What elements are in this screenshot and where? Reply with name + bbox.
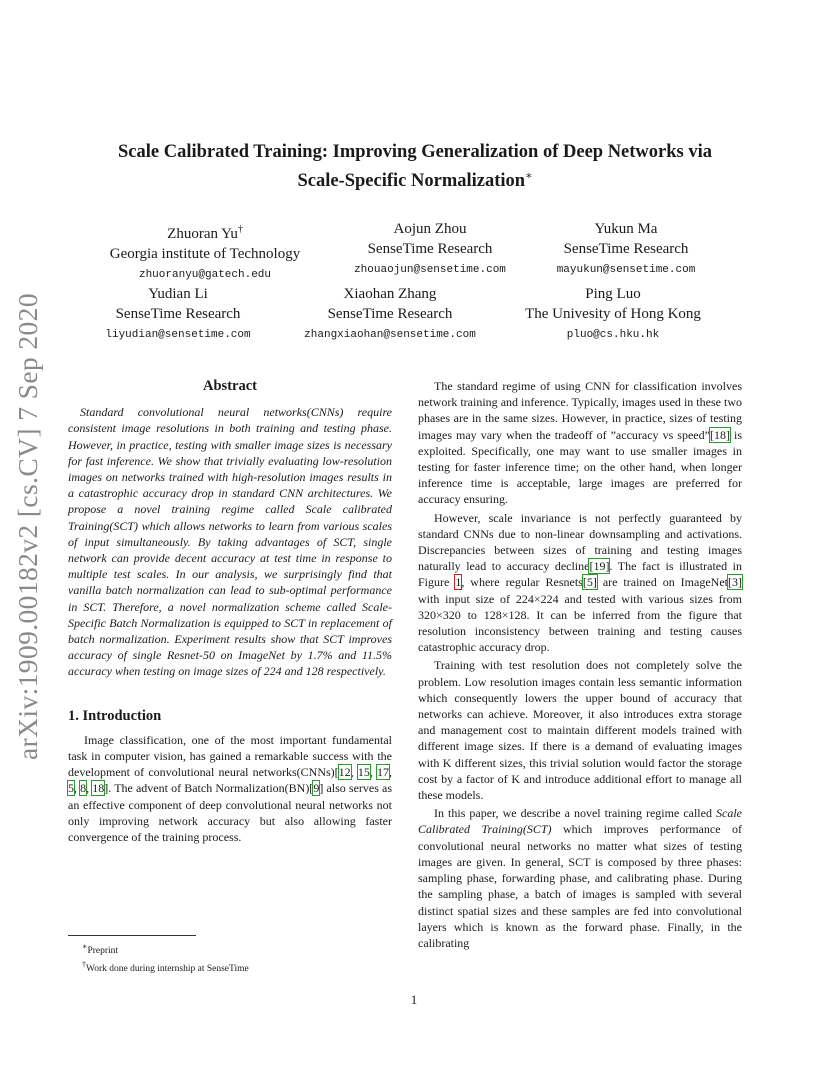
footnotes — [68, 935, 392, 976]
author-block — [95, 220, 315, 284]
left-column — [68, 378, 392, 845]
author-mark: † — [237, 224, 243, 235]
body-paragraph: However, scale invariance is not perfectly guaranteed by standard CNNs due to non-linear downsampling and activations. Discrepancies between sizes of training and testing images naturally lead to accuracy decline[19]. The fact is illustrated in Figure 1, where regular Resnets[5] are trained on ImageNet[3] with input size of 224×224 and tested with various sizes from 320×320 to 128×128. It can be inferred from the figure that resolution inconsistency between training and testing causes catastrophic accuracy drop. — [418, 510, 742, 655]
paper-title — [70, 140, 760, 193]
right-column — [418, 378, 742, 951]
author-block — [536, 220, 716, 279]
abstract-heading: Abstract — [203, 378, 257, 394]
author-name: Zhuoran Yu — [167, 226, 238, 242]
figure-link[interactable]: 1 — [455, 575, 462, 590]
author-email[interactable]: zhuoranyu@gatech.edu — [138, 269, 272, 281]
section-heading-introduction: 1. Introduction — [68, 707, 162, 724]
author-name: Xiaohan Zhang — [343, 286, 437, 302]
author-block — [510, 285, 716, 344]
footnote: ∗Preprint — [82, 942, 119, 957]
author-block — [88, 285, 268, 344]
arxiv-id: arXiv:1909.00182v2 [cs.CV] 7 Sep 2020 — [12, 293, 43, 760]
title-line-1: Scale Calibrated Training: Improving Generalization of Deep Networks via — [117, 142, 713, 162]
author-email[interactable]: pluo@cs.hku.hk — [566, 329, 660, 341]
author-email[interactable]: zhangxiaohan@sensetime.com — [304, 329, 476, 341]
citation-link[interactable]: 18 — [92, 781, 105, 796]
author-affiliation: SenseTime Research — [115, 305, 241, 322]
method-name: Scale Calibrated Training(SCT) — [418, 806, 742, 837]
author-name: Ping Luo — [585, 286, 641, 302]
author-affiliation: SenseTime Research — [327, 305, 453, 322]
arxiv-stamp — [10, 290, 54, 760]
citation-link[interactable]: 17 — [377, 765, 390, 780]
author-email[interactable]: zhouaojun@sensetime.com — [354, 264, 506, 276]
author-block — [330, 220, 530, 279]
body-paragraph: The standard regime of using CNN for classification involves network training and inference. Typically, images used in these two phases are in the same sizes. However, in practice, sizes of testing images may vary when the tradeoff of ”accuracy vs speed”[18] is exploited. Specifically, one may want to use smaller images in testing for faster inference time; on the other hand, when longer inference time is acceptable, large images are preferred for accuracy ensuring. — [418, 379, 742, 507]
citation-link[interactable]: 5 — [68, 781, 74, 796]
title-line-2: Scale-Specific Normalization — [297, 171, 526, 192]
author-name: Aojun Zhou — [393, 221, 467, 237]
author-affiliation: SenseTime Research — [563, 240, 689, 257]
author-name: Yukun Ma — [594, 221, 658, 237]
author-block — [288, 285, 492, 344]
title-footnote-mark: ∗ — [525, 170, 533, 182]
footnote: †Work done during internship at SenseTime — [82, 960, 249, 975]
abstract-text: Standard convolutional neural networks(CNNs) require consistent image resolutions in both training and testing phase. However, in practice, testing with smaller image sizes is necessary for fast inference. We show that trivially evaluating low-resolution images on networks trained with high-resolution images results in a catastrophic accuracy drop in standard CNN architectures. We propose a novel training regime called Scale calibrated Training(SCT) which allows networks to learn from various scales of input simultaneously. By taking advantages of SCT, single network can provide decent accuracy at test time in response to multiple test scales. In our analysis, we surprisingly find that vanilla batch normalization can lead to sub-optimal performance in SCT. Therefore, a novel normalization scheme called Scale-Specific Batch Normalization is equipped to SCT in replacement of batch normalization. Experiment results show that SCT improves accuracy of single Resnet-50 on ImageNet by 1.7% and 11.5% accuracy when testing on image sizes of 224 and 128 respectively. — [68, 405, 392, 679]
body-paragraph: In this paper, we describe a novel training regime called Scale Calibrated Training(SCT) which improves performance of convolutional neural networks no matter what sizes of testing images are given. In general, SCT is composed by three phases: sampling phase, forwarding phase, and calibrating phase. During the sampling phase, a batch of images is sampled with several distinct spatial sizes and these samples are fed into convolutional layers which is known as the forward phase. Finally, in the calibrating — [418, 806, 742, 950]
author-affiliation: The Univesity of Hong Kong — [525, 305, 701, 322]
citation-link[interactable]: [3] — [728, 575, 742, 590]
page-number: 1 — [410, 992, 418, 1007]
author-name: Yudian Li — [148, 286, 208, 302]
citation-link[interactable]: 9 — [313, 781, 320, 796]
citation-link[interactable]: 12 — [338, 765, 351, 780]
author-email[interactable]: liyudian@sensetime.com — [105, 329, 251, 341]
citation-link[interactable]: [5] — [582, 575, 597, 590]
author-affiliation: Georgia institute of Technology — [109, 245, 301, 262]
intro-paragraph: Image classification, one of the most important fundamental task in computer vision, has gained a remarkable success with the development of convolutional neural networks(CNNs)[12, 15, 17, 5, 8, 18]. The advent of Batch Normalization(BN)[9] also serves as an effective component of deep convolutional neural networks not only improving network accuracy but also allowing faster convergence of the training process. — [68, 732, 393, 845]
author-email[interactable]: mayukun@sensetime.com — [556, 264, 696, 276]
footnote-rule — [68, 935, 196, 936]
author-affiliation: SenseTime Research — [367, 240, 493, 257]
citation-link[interactable]: [18] — [709, 427, 730, 442]
citation-link[interactable]: 8 — [80, 781, 87, 796]
body-paragraph: Training with test resolution does not completely solve the problem. Low resolution images contain less semantic information which consequently lowers the upper bound of accuracy that networks can achieve. Moreover, it also introduces extra storage and management cost to maintain different models trained with different image sizes. If there is a demand of evaluating images with K different sizes, this trivial solution would factor the storage cost by a factor of K and introduce additional effort to manage all these models. — [418, 658, 742, 803]
citation-link[interactable]: 15 — [357, 765, 370, 780]
citation-link[interactable]: [19] — [589, 559, 610, 574]
